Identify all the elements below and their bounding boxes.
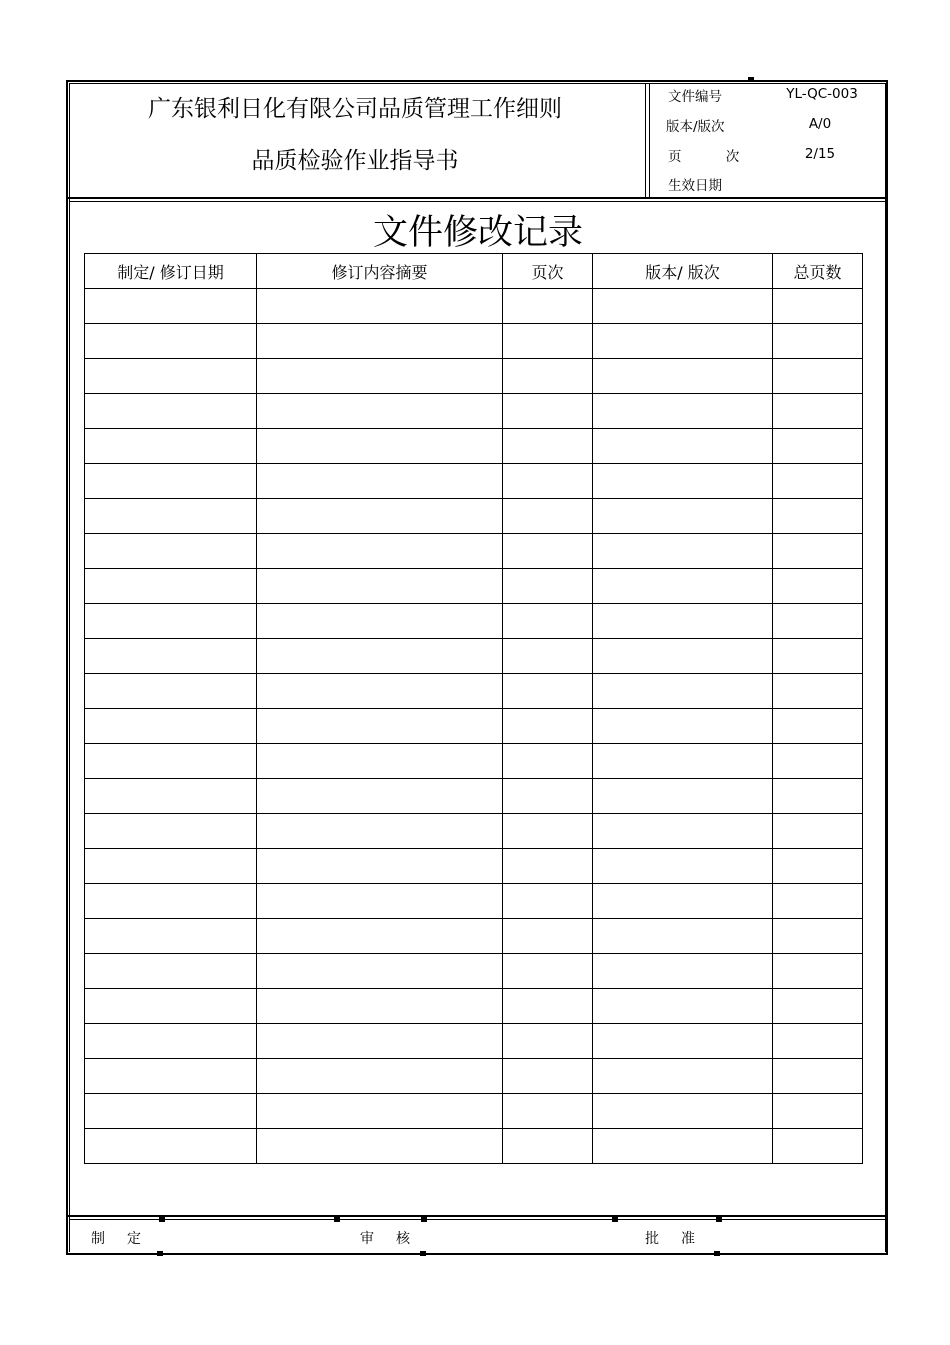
footer-tick	[612, 1217, 618, 1222]
table-cell	[773, 884, 863, 919]
table-cell	[773, 849, 863, 884]
table-cell	[593, 289, 773, 324]
frame-inner-top	[69, 83, 885, 84]
footer-tick	[716, 1217, 722, 1222]
table-cell	[503, 359, 593, 394]
table-cell	[773, 814, 863, 849]
table-row	[85, 954, 863, 989]
table-cell	[257, 989, 503, 1024]
table-cell	[773, 1129, 863, 1164]
table-cell	[773, 289, 863, 324]
table-row	[85, 674, 863, 709]
table-cell	[257, 639, 503, 674]
footer-divider-inner	[69, 1219, 885, 1220]
company-title: 广东银利日化有限公司品质管理工作细则	[148, 96, 562, 122]
table-row	[85, 989, 863, 1024]
table-cell	[503, 849, 593, 884]
table-cell	[593, 1094, 773, 1129]
table-row	[85, 779, 863, 814]
table-cell	[85, 779, 257, 814]
footer-tick	[157, 1251, 163, 1256]
table-cell	[257, 604, 503, 639]
table-cell	[593, 814, 773, 849]
table-cell	[593, 1129, 773, 1164]
meta-label-page: 页 次	[668, 149, 740, 165]
table-cell	[773, 359, 863, 394]
table-cell	[593, 604, 773, 639]
table-cell	[257, 1059, 503, 1094]
table-cell	[593, 709, 773, 744]
revision-record-title: 文件修改记录	[372, 213, 583, 253]
table-cell	[85, 919, 257, 954]
revision-table-header	[85, 254, 863, 289]
table-cell	[773, 709, 863, 744]
footer-tick	[159, 1217, 165, 1222]
table-row	[85, 919, 863, 954]
table-cell	[773, 464, 863, 499]
table-cell	[85, 429, 257, 464]
table-cell	[503, 1059, 593, 1094]
table-cell	[257, 849, 503, 884]
table-cell	[257, 289, 503, 324]
table-row	[85, 849, 863, 884]
table-cell	[773, 499, 863, 534]
table-cell	[85, 534, 257, 569]
table-cell	[503, 429, 593, 464]
table-row	[85, 744, 863, 779]
meta-label-doc-no: 文件编号	[668, 89, 722, 105]
table-cell	[773, 919, 863, 954]
table-cell	[503, 394, 593, 429]
table-cell	[773, 744, 863, 779]
table-cell	[503, 919, 593, 954]
column-header-page: 页次	[503, 254, 593, 289]
table-cell	[257, 429, 503, 464]
table-cell	[503, 289, 593, 324]
table-cell	[593, 1024, 773, 1059]
table-cell	[257, 569, 503, 604]
table-cell	[85, 954, 257, 989]
table-cell	[593, 849, 773, 884]
table-cell	[257, 884, 503, 919]
table-cell	[257, 464, 503, 499]
table-cell	[773, 954, 863, 989]
table-row	[85, 709, 863, 744]
table-cell	[593, 779, 773, 814]
table-cell	[257, 394, 503, 429]
table-row	[85, 324, 863, 359]
table-cell	[85, 464, 257, 499]
header-vertical-divider-2	[649, 83, 650, 197]
table-cell	[593, 429, 773, 464]
table-cell	[593, 744, 773, 779]
table-row	[85, 429, 863, 464]
table-cell	[503, 1094, 593, 1129]
table-cell	[85, 394, 257, 429]
footer-divider	[66, 1215, 888, 1217]
table-cell	[257, 1024, 503, 1059]
table-cell	[503, 534, 593, 569]
table-cell	[85, 289, 257, 324]
table-cell	[85, 359, 257, 394]
table-cell	[503, 569, 593, 604]
table-cell	[503, 989, 593, 1024]
table-cell	[503, 674, 593, 709]
table-cell	[503, 324, 593, 359]
revision-table	[84, 253, 863, 1164]
table-row	[85, 814, 863, 849]
footer-tick	[714, 1251, 720, 1256]
table-cell	[503, 604, 593, 639]
footer-tick	[420, 1251, 426, 1256]
table-cell	[503, 954, 593, 989]
table-cell	[593, 394, 773, 429]
header-divider-inner	[69, 201, 885, 202]
table-row	[85, 1129, 863, 1164]
table-row	[85, 604, 863, 639]
table-cell	[593, 954, 773, 989]
table-cell	[593, 464, 773, 499]
table-cell	[773, 394, 863, 429]
table-cell	[257, 499, 503, 534]
table-cell	[773, 674, 863, 709]
footer-approved-by: 批准	[645, 1231, 717, 1247]
column-header-summary: 修订内容摘要	[257, 254, 503, 289]
table-cell	[773, 1059, 863, 1094]
table-cell	[503, 1024, 593, 1059]
table-row	[85, 1094, 863, 1129]
table-row	[85, 1059, 863, 1094]
table-cell	[773, 534, 863, 569]
table-cell	[773, 1024, 863, 1059]
table-row	[85, 1024, 863, 1059]
table-cell	[85, 499, 257, 534]
table-row	[85, 569, 863, 604]
column-header-total-pages: 总页数	[773, 254, 863, 289]
table-cell	[257, 1129, 503, 1164]
table-cell	[593, 324, 773, 359]
table-cell	[85, 884, 257, 919]
table-cell	[593, 919, 773, 954]
footer-tick	[334, 1217, 340, 1222]
header-tick	[748, 77, 754, 82]
table-cell	[257, 954, 503, 989]
footer-made-by: 制定	[91, 1231, 163, 1247]
table-cell	[85, 849, 257, 884]
table-row	[85, 394, 863, 429]
table-cell	[257, 814, 503, 849]
table-cell	[503, 884, 593, 919]
table-row	[85, 884, 863, 919]
table-cell	[257, 359, 503, 394]
table-cell	[503, 744, 593, 779]
document-title: 品质检验作业指导书	[251, 148, 459, 174]
table-cell	[593, 1059, 773, 1094]
frame-inner-right	[885, 83, 886, 1252]
footer-tick	[421, 1217, 427, 1222]
meta-value-version: A/0	[808, 116, 832, 132]
frame-inner-left	[69, 83, 70, 1252]
table-cell	[773, 429, 863, 464]
table-cell	[503, 499, 593, 534]
table-row	[85, 639, 863, 674]
table-cell	[773, 779, 863, 814]
table-cell	[85, 1059, 257, 1094]
footer-reviewed-by: 审核	[360, 1231, 432, 1247]
table-cell	[593, 359, 773, 394]
table-cell	[85, 1129, 257, 1164]
meta-label-version: 版本/版次	[666, 119, 725, 135]
table-cell	[773, 604, 863, 639]
table-cell	[85, 814, 257, 849]
table-cell	[85, 639, 257, 674]
table-cell	[503, 639, 593, 674]
table-cell	[593, 499, 773, 534]
column-header-date: 制定/ 修订日期	[85, 254, 257, 289]
table-cell	[503, 1129, 593, 1164]
table-row	[85, 534, 863, 569]
table-cell	[85, 1024, 257, 1059]
table-cell	[503, 709, 593, 744]
meta-value-page: 2/15	[804, 146, 836, 162]
table-cell	[593, 569, 773, 604]
table-cell	[257, 1094, 503, 1129]
table-cell	[503, 779, 593, 814]
table-row	[85, 359, 863, 394]
table-cell	[773, 569, 863, 604]
table-cell	[257, 324, 503, 359]
column-header-version: 版本/ 版次	[593, 254, 773, 289]
header-vertical-divider	[645, 83, 646, 197]
table-cell	[257, 534, 503, 569]
table-cell	[503, 814, 593, 849]
table-cell	[257, 744, 503, 779]
table-cell	[773, 324, 863, 359]
table-cell	[257, 709, 503, 744]
header-divider	[66, 197, 888, 199]
table-row	[85, 464, 863, 499]
table-cell	[85, 989, 257, 1024]
table-cell	[85, 569, 257, 604]
meta-value-doc-no: YL-QC-003	[786, 86, 858, 102]
table-cell	[593, 674, 773, 709]
meta-label-effective-date: 生效日期	[668, 178, 722, 194]
table-cell	[593, 884, 773, 919]
table-cell	[85, 324, 257, 359]
table-cell	[773, 989, 863, 1024]
table-cell	[85, 604, 257, 639]
table-cell	[257, 779, 503, 814]
table-row	[85, 289, 863, 324]
table-cell	[773, 1094, 863, 1129]
table-cell	[593, 534, 773, 569]
table-cell	[773, 639, 863, 674]
table-cell	[85, 1094, 257, 1129]
table-cell	[593, 639, 773, 674]
table-cell	[257, 674, 503, 709]
table-cell	[85, 744, 257, 779]
table-cell	[85, 709, 257, 744]
table-row	[85, 499, 863, 534]
table-cell	[593, 989, 773, 1024]
table-cell	[503, 464, 593, 499]
table-cell	[257, 919, 503, 954]
table-cell	[85, 674, 257, 709]
